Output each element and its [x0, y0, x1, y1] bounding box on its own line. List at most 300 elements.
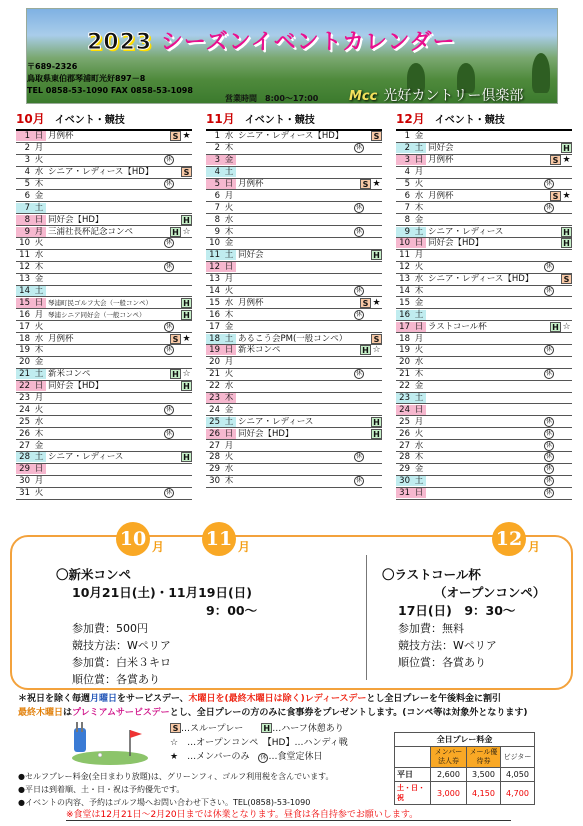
day-number: 5 [24, 179, 30, 189]
weekday: 火 [414, 345, 424, 356]
calendar-row [16, 262, 192, 274]
event-name: 琴浦町民ゴルフ大会（一般コンペ） [48, 298, 152, 307]
weekday: 月 [32, 227, 46, 237]
page-title: 2023 シーズンイベントカレンダー [87, 30, 456, 55]
event-name: 月例杯 [238, 297, 264, 308]
day-number: 21 [209, 369, 220, 380]
calendar-row [396, 488, 572, 500]
calendar-row [16, 286, 192, 298]
weekday: 火 [34, 155, 44, 166]
day-number: 10 [209, 238, 220, 249]
calendar-row [16, 179, 192, 191]
month-header: 12月 イベント・競技 [396, 112, 505, 126]
legend: S …スループレー H …ハーフ休憩あり ☆ …オープンコンペ 【HD】…ハンディ戦 ★ …メンバーのみ 休 …食堂定休日 [170, 724, 348, 762]
play-type-badge: H [360, 345, 371, 355]
day-number: 12 [399, 262, 410, 273]
day-number: 29 [399, 464, 410, 475]
entry-mark: ★ [372, 179, 381, 189]
play-type-badge: H [371, 417, 382, 427]
weekday: 火 [414, 428, 424, 439]
day-number: 5 [404, 179, 410, 189]
cafeteria-note: ※食堂は12月21日～2月20日までは休業となります。昼食は各自持参でお願いします。 [66, 807, 511, 821]
calendar-row [396, 167, 572, 179]
closed-icon: 休 [545, 346, 552, 354]
play-type-badge: H [181, 310, 192, 320]
calendar-row [206, 381, 382, 393]
calendar-row [206, 167, 382, 179]
calendar-row [396, 309, 572, 321]
calendar-row [206, 345, 382, 357]
day-number: 28 [399, 452, 410, 463]
play-type-badge: H [170, 227, 181, 237]
weekday: 木 [34, 345, 44, 356]
calendar-row [396, 226, 572, 238]
calendar-row [396, 143, 572, 155]
calendar-row [16, 250, 192, 262]
play-type-badge: H [181, 298, 192, 308]
weekday: 木 [34, 262, 44, 273]
weekday: 水 [414, 190, 424, 201]
weekday: 土 [412, 310, 426, 320]
weekday: 水 [224, 131, 234, 142]
day-number: 24 [396, 405, 412, 415]
closed-icon: 休 [355, 287, 362, 295]
divider [366, 555, 367, 680]
month-calendar [16, 129, 192, 500]
day-number: 4 [206, 167, 222, 177]
closed-icon: 休 [355, 477, 362, 485]
play-type-badge: H [561, 143, 572, 153]
closed-icon: 休 [355, 453, 362, 461]
entry-mark: ★ [372, 297, 381, 308]
play-type-badge: H [550, 322, 561, 332]
day-number: 8 [16, 215, 32, 225]
weekday: 金 [34, 190, 44, 201]
day-number: 6 [404, 190, 410, 201]
calendar-row [396, 393, 572, 405]
play-type-badge: H [181, 381, 192, 391]
weekday: 金 [34, 440, 44, 451]
day-number: 23 [19, 393, 30, 404]
play-type-badge: S [371, 334, 382, 344]
weekday: 火 [224, 202, 234, 213]
calendar-row [396, 345, 572, 357]
day-number: 16 [19, 309, 30, 320]
weekday: 水 [34, 333, 44, 344]
play-type-badge: H [561, 238, 572, 248]
play-type-badge: H [181, 452, 192, 462]
calendar-row [396, 404, 572, 416]
weekday: 土 [32, 286, 46, 296]
day-number: 9 [214, 226, 220, 237]
day-number: 16 [209, 309, 220, 320]
calendar-row [206, 274, 382, 286]
weekday: 日 [32, 131, 46, 141]
calendar-row [16, 416, 192, 428]
weekday: 木 [414, 369, 424, 380]
weekday: 水 [224, 297, 234, 308]
calendar-row [206, 143, 382, 155]
month-header: 10月 イベント・競技 [16, 112, 125, 126]
closed-icon: 休 [545, 180, 552, 187]
calendar-row [206, 476, 382, 488]
weekday: 土 [32, 452, 46, 462]
weekday: 水 [414, 440, 424, 451]
calendar-row [16, 167, 192, 179]
play-type-badge: H [561, 227, 572, 237]
day-number: 22 [209, 381, 220, 392]
day-number: 30 [209, 476, 220, 487]
day-number: 23 [396, 393, 412, 403]
club-logo: Mcc [349, 89, 378, 104]
play-type-badge: S [371, 131, 382, 141]
day-number: 17 [209, 321, 220, 332]
calendar-row [396, 274, 572, 286]
calendar-row [206, 440, 382, 452]
day-number: 31 [19, 488, 30, 499]
weekday: 月 [224, 190, 234, 201]
calendar-row [206, 369, 382, 381]
tree-graphic [532, 53, 550, 93]
day-number: 26 [399, 428, 410, 439]
closed-icon: 休 [165, 239, 172, 247]
weekday: 金 [414, 381, 424, 392]
day-number: 24 [209, 404, 220, 415]
month-calendar [206, 129, 382, 488]
calendar-row [16, 333, 192, 345]
day-number: 26 [19, 428, 30, 439]
weekday: 木 [414, 452, 424, 463]
calendar-row [396, 286, 572, 298]
play-type-badge: H [170, 369, 181, 379]
calendar-row [206, 286, 382, 298]
day-number: 17 [19, 321, 30, 332]
weekday: 火 [34, 238, 44, 249]
day-number: 4 [404, 167, 410, 178]
weekday: 日 [412, 322, 426, 332]
closed-icon: 休 [545, 203, 552, 211]
calendar-row [16, 155, 192, 167]
calendar-row [206, 238, 382, 250]
day-number: 3 [396, 155, 412, 165]
event-newrice: 〇新米コンペ 10月21日(土)・11月19日(日) 9：00～ 参加費：500円 競技方法：Wペリア 参加賞：白米３キロ 順位賞：各賞あり [56, 567, 258, 686]
calendar-row [16, 357, 192, 369]
calendar-row [396, 464, 572, 476]
calendar-row [16, 214, 192, 226]
entry-mark: ☆ [182, 369, 191, 380]
day-number: 18 [206, 334, 222, 344]
play-type-badge: S [360, 298, 371, 308]
calendar-row [16, 404, 192, 416]
footer-notes: ●セルフプレー料金(全日まわり放題)は、グリーンフィ、ゴルフ利用税を含んでいます。 ●平日は到着順、土・日・祝は予約優先です。 ●イベントの内容、予約はゴルフ場へお問い合わせ下さい。TEL(0858)-53-1090 [18, 772, 334, 807]
event-name: 同好会【HD】 [428, 238, 484, 249]
event-name: シニア・レディース【HD】 [428, 274, 534, 285]
calendar-row [206, 297, 382, 309]
weekday: 日 [412, 405, 426, 415]
weekday: 木 [224, 143, 234, 154]
event-name: 月例杯 [428, 190, 454, 201]
weekday: 土 [412, 227, 426, 237]
calendar-row [396, 297, 572, 309]
address-block: 〒689-2326 鳥取県東伯郡琴浦町光好897－8 TEL 0858-53-1090 FAX 0858-53-1098 [27, 62, 193, 95]
weekday: 日 [412, 238, 426, 248]
event-name: 月例杯 [428, 155, 454, 166]
day-number: 19 [19, 345, 30, 356]
day-number: 18 [19, 333, 30, 344]
closed-icon: 休 [165, 322, 172, 330]
event-name: シニア・レディース【HD】 [238, 131, 344, 142]
day-number: 27 [209, 440, 220, 451]
weekday: 日 [32, 298, 46, 308]
weekday: 木 [414, 202, 424, 213]
weekday: 土 [32, 203, 46, 213]
calendar-row [396, 428, 572, 440]
weekday: 月 [34, 143, 44, 154]
weekday: 水 [34, 250, 44, 261]
weekday: 日 [222, 262, 236, 272]
calendar-row [396, 381, 572, 393]
weekday: 火 [224, 452, 234, 463]
weekday: 月 [414, 333, 424, 344]
golf-illustration [60, 722, 148, 766]
day-number: 30 [396, 476, 412, 486]
day-number: 11 [399, 250, 410, 261]
weekday: 土 [412, 143, 426, 153]
calendar-row [396, 238, 572, 250]
weekday: 水 [34, 167, 44, 178]
weekday: 水 [414, 274, 424, 285]
closed-icon: 休 [165, 263, 172, 271]
play-type-badge: H [371, 429, 382, 439]
price-table: 全日プレー料金 メンバー法人券 メール優待券 ビジター 平日 2,600 3,500 4,050 土・日・祝 3,000 4,150 4,700 [394, 732, 535, 805]
weekday: 木 [34, 428, 44, 439]
weekday: 土 [412, 393, 426, 403]
weekday: 日 [32, 381, 46, 391]
calendar-row [206, 309, 382, 321]
event-name: 新米コンペ [238, 345, 281, 356]
day-number: 19 [206, 345, 222, 355]
closed-icon: 休 [545, 453, 552, 461]
event-name: シニア・レディース【HD】 [48, 167, 154, 178]
day-number: 20 [209, 357, 220, 368]
calendar-row [396, 214, 572, 226]
weekday: 木 [224, 476, 234, 487]
closed-icon: 休 [545, 441, 552, 449]
day-number: 25 [19, 416, 30, 427]
day-number: 23 [206, 393, 222, 403]
weekday: 水 [34, 416, 44, 427]
weekday: 水 [224, 464, 234, 475]
weekday: 火 [414, 262, 424, 273]
weekday: 金 [414, 214, 424, 225]
event-name: シニア・レディース [48, 452, 124, 463]
day-number: 5 [206, 179, 222, 189]
weekday: 月 [224, 274, 234, 285]
event-name: シニア・レディース [428, 226, 504, 237]
event-name: 同好会 [238, 250, 264, 261]
closed-icon: 休 [165, 180, 172, 187]
weekday: 金 [224, 238, 234, 249]
calendar-row [16, 297, 192, 309]
event-name: 新米コンペ [48, 369, 91, 380]
day-number: 1 [214, 131, 220, 142]
weekday: 日 [412, 488, 426, 498]
event-name: 同好会【HD】 [238, 428, 294, 439]
day-number: 19 [399, 345, 410, 356]
calendar-row [396, 250, 572, 262]
calendar-row [16, 238, 192, 250]
play-type-badge: S [181, 167, 192, 177]
day-number: 8 [404, 214, 410, 225]
entry-mark: ★ [562, 155, 571, 166]
weekday: 月 [34, 393, 44, 404]
calendar-row [206, 226, 382, 238]
calendar-row [16, 143, 192, 155]
calendar-row [396, 440, 572, 452]
day-number: 20 [19, 357, 30, 368]
day-number: 30 [19, 476, 30, 487]
event-name: 同好会 [428, 143, 454, 154]
play-type-badge: S [360, 179, 371, 189]
calendar-row [16, 476, 192, 488]
weekday: 金 [34, 357, 44, 368]
day-number: 20 [399, 357, 410, 368]
weekday: 月 [224, 357, 234, 368]
day-number: 17 [396, 322, 412, 332]
day-number: 6 [24, 190, 30, 201]
day-number: 1 [16, 131, 32, 141]
play-type-badge: H [181, 215, 192, 225]
weekday: 日 [412, 155, 426, 165]
day-number: 28 [16, 452, 32, 462]
day-number: 25 [206, 417, 222, 427]
weekday: 土 [222, 250, 236, 260]
closed-icon: 休 [355, 227, 362, 235]
day-number: 11 [19, 250, 30, 261]
calendar-row [396, 202, 572, 214]
closed-icon: 休 [545, 465, 552, 473]
day-number: 14 [16, 286, 32, 296]
closed-icon: 休 [545, 417, 552, 425]
calendar-row [396, 131, 572, 143]
entry-mark: ★ [182, 333, 191, 344]
closed-icon: 休 [355, 203, 362, 211]
entry-mark: ★ [182, 131, 191, 142]
calendar-row [206, 262, 382, 274]
calendar-row [206, 214, 382, 226]
calendar-row [206, 464, 382, 476]
day-number: 8 [214, 214, 220, 225]
calendar-row [206, 428, 382, 440]
play-type-badge: S [170, 131, 181, 141]
calendar-row [16, 321, 192, 333]
day-number: 13 [399, 274, 410, 285]
day-number: 7 [214, 202, 220, 213]
closed-icon: 休 [545, 429, 552, 437]
calendar-row [206, 404, 382, 416]
day-number: 15 [399, 297, 410, 308]
day-number: 14 [399, 286, 410, 297]
business-hours: 営業時間 8:00～17:00 [225, 94, 319, 103]
day-number: 7 [404, 202, 410, 213]
weekday: 金 [414, 464, 424, 475]
day-number: 11 [206, 250, 222, 260]
weekday: 火 [224, 286, 234, 297]
calendar-row [206, 190, 382, 202]
day-number: 9 [16, 227, 32, 237]
calendar-row [16, 440, 192, 452]
closed-icon: 休 [545, 489, 552, 497]
calendar-row [396, 321, 572, 333]
weekday: 火 [34, 321, 44, 332]
day-number: 4 [24, 167, 30, 178]
event-lastcall: 〇ラストコール杯 （オープンコンペ） 17日(日) 9：30～ 参加費：無料 競技方法：Wペリア 順位賞：各賞あり [382, 567, 546, 669]
calendar-row [206, 357, 382, 369]
calendar-row [206, 393, 382, 405]
calendar-row [206, 155, 382, 167]
play-type-badge: S [550, 155, 561, 165]
weekday: 日 [222, 429, 236, 439]
entry-mark: ☆ [182, 226, 191, 237]
closed-icon: 休 [355, 144, 362, 152]
weekday: 月 [414, 416, 424, 427]
weekday: 金 [224, 404, 234, 415]
day-number: 6 [214, 190, 220, 201]
weekday: 水 [224, 214, 234, 225]
calendar-row [396, 476, 572, 488]
weekday: 月 [34, 309, 44, 320]
calendar-row [396, 155, 572, 167]
calendar-row [396, 452, 572, 464]
day-number: 9 [396, 227, 412, 237]
play-type-badge: S [170, 334, 181, 344]
play-type-badge: H [371, 250, 382, 260]
day-number: 12 [206, 262, 222, 272]
event-name: ラストコール杯 [428, 321, 487, 332]
weekday: 金 [34, 274, 44, 285]
event-name: 同好会【HD】 [48, 381, 104, 392]
calendar-row [16, 381, 192, 393]
day-number: 18 [399, 333, 410, 344]
entry-mark: ★ [562, 190, 571, 201]
month-header: 11月 イベント・競技 [206, 112, 315, 126]
event-name: 三浦社長杯記念コンペ [48, 226, 134, 237]
month-circle: 11 [202, 522, 236, 556]
calendar-row [16, 345, 192, 357]
event-name: 月例杯 [238, 179, 264, 189]
calendar-row [206, 202, 382, 214]
day-number: 21 [399, 369, 410, 380]
event-name: 琴浦シニア同好会（一般コンペ） [48, 310, 146, 319]
calendar-row [16, 274, 192, 286]
club-name: Mcc 光好カントリー倶楽部 [349, 88, 524, 104]
day-number: 24 [19, 404, 30, 415]
weekday: 土 [222, 417, 236, 427]
closed-icon: 休 [165, 405, 172, 413]
weekday: 火 [34, 488, 44, 499]
calendar-row [16, 369, 192, 381]
calendar-row [16, 202, 192, 214]
calendar-row [206, 250, 382, 262]
closed-icon: 休 [545, 263, 552, 271]
weekday: 月 [414, 167, 424, 178]
calendar-row [396, 262, 572, 274]
weekday: 月 [224, 440, 234, 451]
entry-mark: ☆ [562, 321, 571, 332]
calendar-row [396, 190, 572, 202]
calendar-row [396, 369, 572, 381]
weekday: 木 [224, 226, 234, 237]
